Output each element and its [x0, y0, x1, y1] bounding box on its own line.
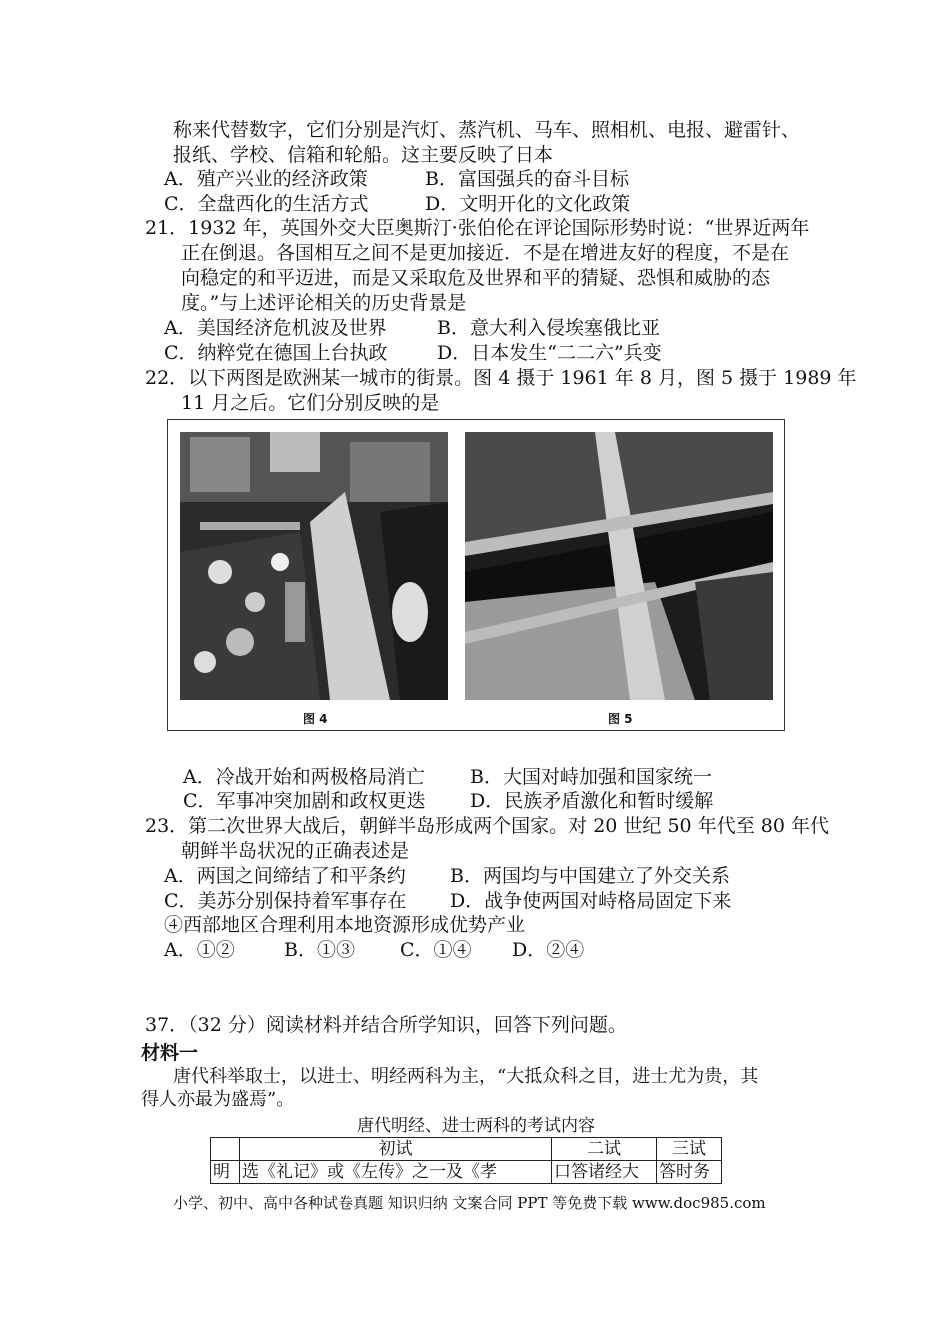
table-header-initial: 初试 [240, 1138, 552, 1161]
table-cell-second: 口答诸经大 [552, 1161, 657, 1184]
q21-line4: 度。”与上述评论相关的历史背景是 [181, 292, 467, 314]
material-label: 材料一 [141, 1042, 199, 1064]
q23-choice-b: B．①③ [284, 939, 355, 961]
photo-figure-4 [180, 432, 448, 700]
q23-option-c: C．美苏分别保持着军事存在 [164, 890, 407, 912]
table-row-label: 明 [211, 1161, 240, 1184]
page-footer: 小学、初中、高中各种试卷真题 知识归纳 文案合同 PPT 等免费下载 www.doc985.com [173, 1194, 766, 1212]
table-cell-initial: 选《礼记》或《左传》之一及《孝 [240, 1161, 552, 1184]
q20-line2: 报纸、学校、信箱和轮船。这主要反映了日本 [173, 144, 554, 166]
table-cell-third: 答时务 [657, 1161, 722, 1184]
q23-choice-d: D．②④ [512, 939, 585, 961]
table-header-third: 三试 [657, 1138, 722, 1161]
table-header-second: 二试 [552, 1138, 657, 1161]
q22-option-c: C．军事冲突加剧和政权更迭 [183, 790, 426, 812]
q21-option-a: A．美国经济危机波及世界 [164, 317, 387, 339]
q20-line1: 称来代替数字，它们分别是汽灯、蒸汽机、马车、照相机、电报、避雷针、 [173, 119, 801, 141]
figure-5-caption: 图 5 [608, 712, 633, 726]
exam-table-title: 唐代明经、进士两科的考试内容 [357, 1116, 595, 1136]
q21-line2: 正在倒退。各国相互之间不是更加接近．不是在增进友好的程度，不是在 [181, 242, 790, 264]
q23-extra-line: ④西部地区合理利用本地资源形成优势产业 [164, 914, 526, 936]
q23-option-a: A．两国之间缔结了和平条约 [164, 865, 406, 887]
q21-line1: 21．1932 年，英国外交大臣奥斯汀·张伯伦在评论国际形势时说：“世界近两年 [145, 217, 810, 239]
table-header-row [211, 1138, 722, 1161]
q20-option-d: D．文明开化的文化政策 [425, 193, 631, 215]
q23-line2: 朝鲜半岛状况的正确表述是 [181, 840, 410, 862]
q23-choice-a: A．①② [164, 939, 235, 961]
q23-choice-c: C．①④ [400, 939, 472, 961]
q21-option-d: D．日本发生“二二六”兵变 [437, 342, 662, 364]
q23-option-d: D．战争使两国对峙格局固定下来 [450, 890, 732, 912]
photo-figure-5 [465, 432, 773, 700]
q22-option-a: A．冷战开始和两极格局消亡 [183, 766, 425, 788]
figure-panel [167, 419, 785, 731]
table-row [211, 1161, 722, 1184]
figure-4-caption: 图 4 [303, 712, 328, 726]
q22-line2: 11 月之后。它们分别反映的是 [181, 392, 440, 414]
exam-content-table [210, 1137, 722, 1184]
q21-option-c: C．纳粹党在德国上台执政 [164, 342, 388, 364]
q22-line1: 22．以下两图是欧洲某一城市的街景。图 4 摄于 1961 年 8 月，图 5 摄于 1989 年 [145, 367, 857, 389]
q21-option-b: B．意大利入侵埃塞俄比亚 [437, 317, 660, 339]
q37-paragraph-line1: 唐代科举取士，以进士、明经两科为主，“大抵众科之目，进士尤为贵，其 [173, 1066, 759, 1087]
q20-option-b: B．富国强兵的奋斗目标 [425, 168, 629, 190]
q20-option-c: C．全盘西化的生活方式 [164, 193, 369, 215]
q20-option-a: A．殖产兴业的经济政策 [164, 168, 368, 190]
q37-heading: 37．（32 分）阅读材料并结合所学知识，回答下列问题。 [145, 1014, 627, 1036]
q22-option-b: B．大国对峙加强和国家统一 [470, 766, 712, 788]
q21-line3: 向稳定的和平迈进，而是又采取危及世界和平的猜疑、恐惧和威胁的态 [181, 267, 771, 289]
q37-paragraph-line2: 得人亦最为盛焉”。 [141, 1089, 295, 1110]
table-cell-empty [211, 1138, 240, 1161]
q23-option-b: B．两国均与中国建立了外交关系 [450, 865, 730, 887]
q23-line1: 23．第二次世界大战后，朝鲜半岛形成两个国家。对 20 世纪 50 年代至 80 年代 [145, 815, 829, 837]
q22-option-d: D．民族矛盾激化和暂时缓解 [470, 790, 714, 812]
